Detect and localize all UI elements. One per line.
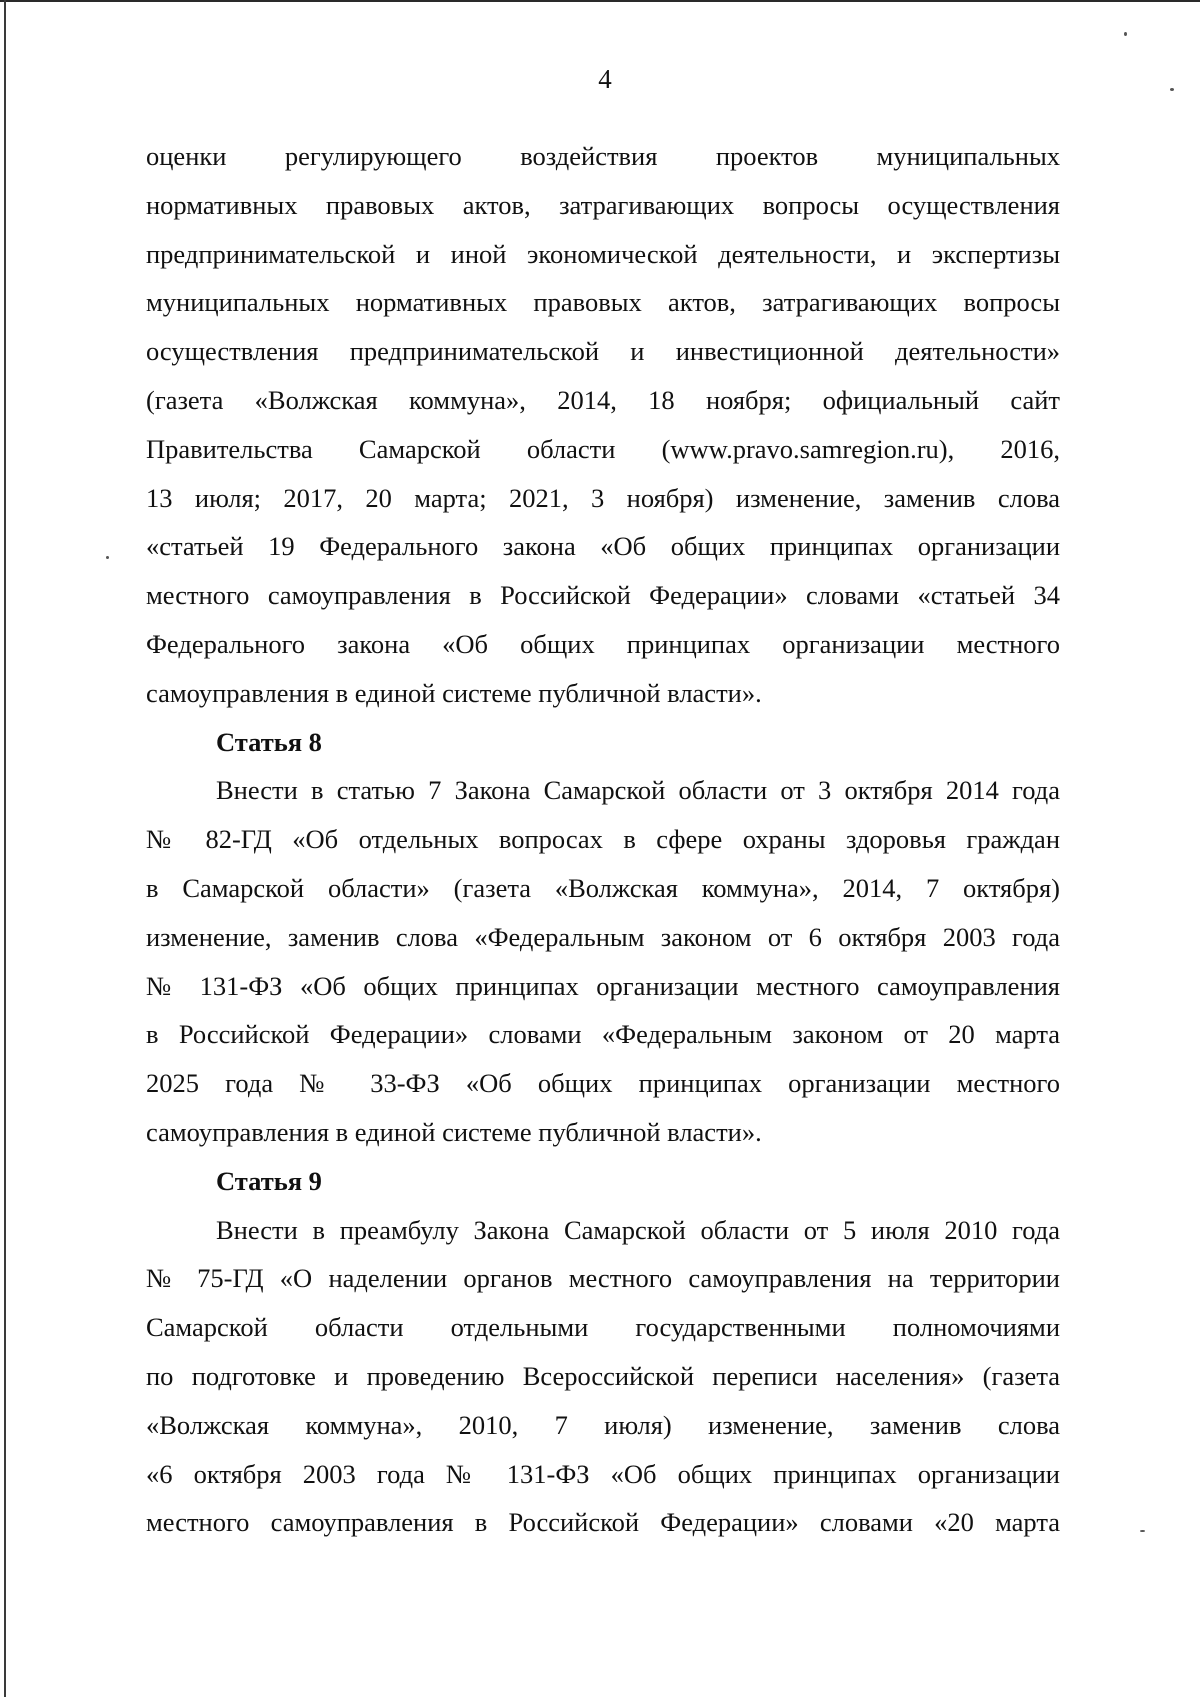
scan-speck	[1140, 1530, 1145, 1532]
text-line: изменение, заменив слова «Федеральным законом от 6 октября 2003 года	[146, 921, 1060, 952]
text-line: местного самоуправления в Российской Федерации» словами «статьей 34	[146, 580, 1060, 611]
text-line: (газета «Волжская коммуна», 2014, 18 ноября; официальный сайт	[146, 384, 1060, 415]
text-line: № 75-ГД «О наделении органов местного самоуправления на территории	[146, 1263, 1060, 1294]
scan-top-edge	[0, 0, 1200, 2]
text-line: предпринимательской и иной экономической деятельности, и экспертизы	[146, 238, 1060, 269]
text-line: «6 октября 2003 года № 131-ФЗ «Об общих принципах организации	[146, 1458, 1060, 1489]
text-line: муниципальных нормативных правовых актов, затрагивающих вопросы	[146, 287, 1060, 318]
text-line: Правительства Самарской области (www.pravo.samregion.ru), 2016,	[146, 433, 1060, 464]
text-line: самоуправления в единой системе публичной власти».	[146, 1116, 762, 1147]
text-line: «Волжская коммуна», 2010, 7 июля) изменение, заменив слова	[146, 1409, 1060, 1440]
text-line: Самарской области отдельными государственными полномочиями	[146, 1312, 1060, 1343]
text-line: Внести в преамбулу Закона Самарской области от 5 июля 2010 года	[216, 1214, 1060, 1245]
text-line: оценки регулирующего воздействия проектов муниципальных	[146, 141, 1060, 171]
text-line: 13 июля; 2017, 20 марта; 2021, 3 ноября) изменение, заменив слова	[146, 482, 1060, 513]
article-9-heading: Статья 9	[216, 1165, 322, 1196]
text-line: самоуправления в единой системе публичной власти».	[146, 677, 762, 708]
text-line: по подготовке и проведению Всероссийской переписи населения» (газета	[146, 1360, 1060, 1391]
article-8-heading: Статья 8	[216, 726, 322, 757]
text-line: нормативных правовых актов, затрагивающих вопросы осуществления	[146, 189, 1060, 220]
text-line: осуществления предпринимательской и инвестиционной деятельности»	[146, 336, 1060, 367]
text-line: № 131-ФЗ «Об общих принципах организации местного самоуправления	[146, 970, 1060, 1001]
text-line: в Российской Федерации» словами «Федеральным законом от 20 марта	[146, 1019, 1060, 1050]
scan-speck	[1124, 32, 1127, 36]
page-number: 4	[598, 64, 612, 94]
paragraph-continuation	[146, 132, 1060, 718]
article-9-paragraph	[146, 1206, 1060, 1548]
text-line: 2025 года № 33-ФЗ «Об общих принципах организации местного	[146, 1068, 1060, 1099]
text-line: местного самоуправления в Российской Федерации» словами «20 марта	[146, 1507, 1060, 1538]
text-line: «статьей 19 Федерального закона «Об общих принципах организации	[146, 531, 1060, 562]
article-8-paragraph	[146, 766, 1060, 1156]
text-line: Федерального закона «Об общих принципах организации местного	[146, 628, 1060, 659]
scan-left-edge	[4, 0, 6, 1697]
text-line: № 82-ГД «Об отдельных вопросах в сфере охраны здоровья граждан	[146, 824, 1060, 855]
text-line: Внести в статью 7 Закона Самарской области от 3 октября 2014 года	[216, 775, 1060, 806]
document-body	[146, 132, 1060, 1547]
scan-speck	[106, 556, 109, 559]
text-line: в Самарской области» (газета «Волжская коммуна», 2014, 7 октября)	[146, 872, 1060, 903]
